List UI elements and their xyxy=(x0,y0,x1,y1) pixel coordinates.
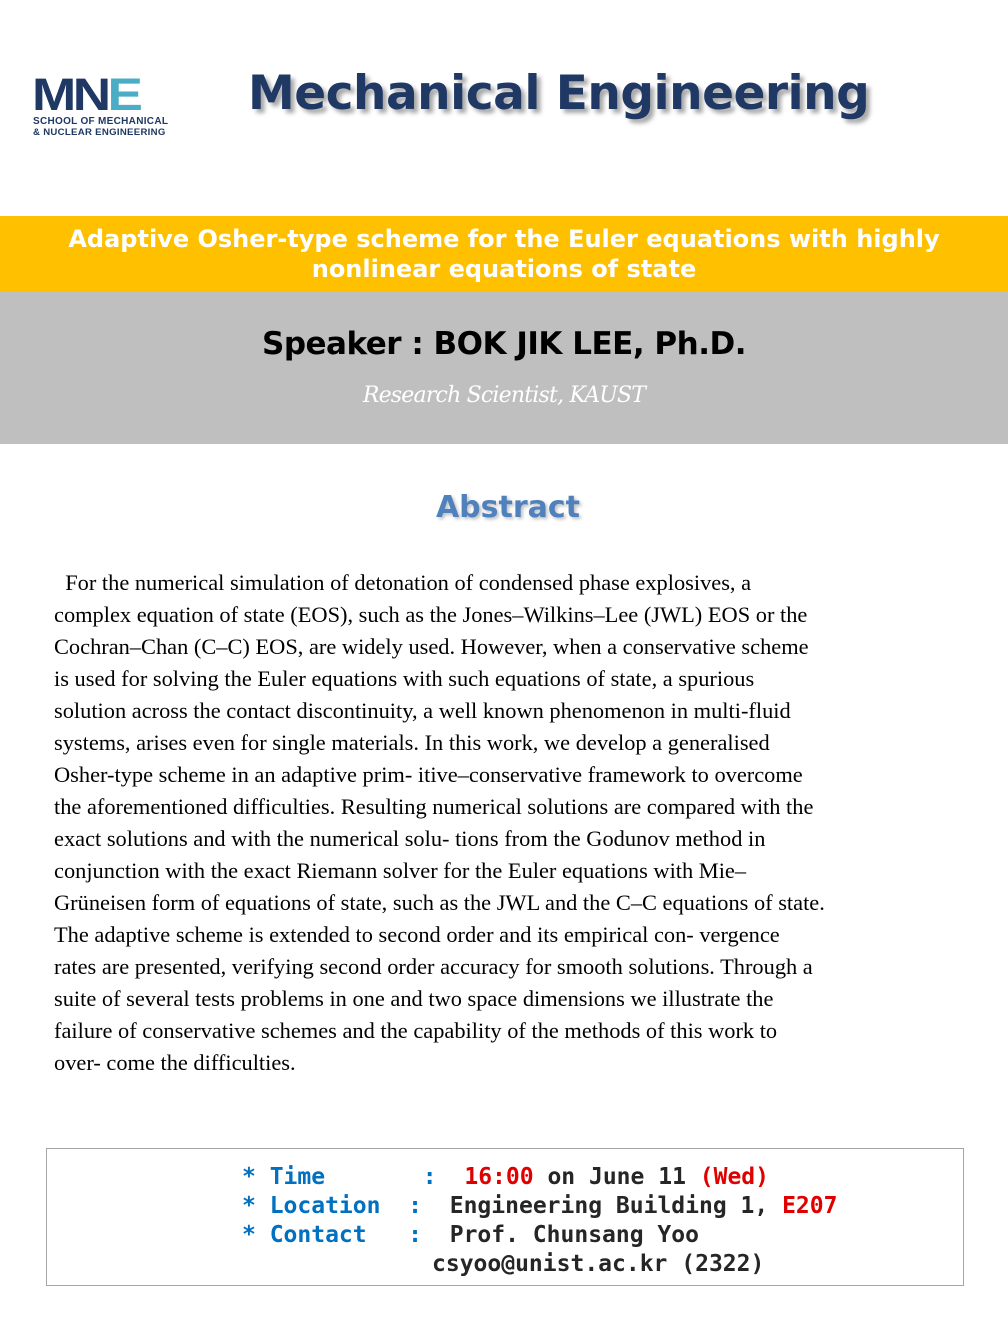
talk-title: Adaptive Osher-type scheme for the Euler equations with highly nonlinear equations of state xyxy=(68,225,940,283)
abstract-line: rates are presented, verifying second order accuracy for smooth solutions. Through a xyxy=(54,954,813,979)
speaker-name: Speaker : BOK JIK LEE, Ph.D. xyxy=(262,326,746,362)
time-label: * Time xyxy=(242,1164,326,1190)
abstract-line: complex equation of state (EOS), such as the Jones–Wilkins–Lee (JWL) EOS or the xyxy=(54,602,808,627)
abstract-line: Grüneisen form of equations of state, such as the JWL and the C–C equations of state. xyxy=(54,890,825,915)
logo-line-1: SCHOOL OF MECHANICAL xyxy=(33,116,169,127)
contact-name: Prof. Chunsang Yoo xyxy=(449,1222,699,1248)
time-row xyxy=(242,1163,769,1192)
contact-row xyxy=(242,1221,699,1250)
abstract-line: The adaptive scheme is extended to second order and its empirical con- vergence xyxy=(54,922,780,947)
speaker-band xyxy=(0,292,1008,444)
contact-separator: : xyxy=(366,1222,450,1248)
location-room: E207 xyxy=(782,1193,838,1219)
abstract-line: exact solutions and with the numerical solu- tions from the Godunov method in xyxy=(54,826,766,851)
talk-title-banner xyxy=(0,216,1008,292)
speaker-affiliation: Research Scientist, KAUST xyxy=(362,383,646,408)
abstract-line: failure of conservative schemes and the capability of the methods of this work to xyxy=(54,1018,778,1043)
time-value: 16:00 xyxy=(464,1164,534,1190)
location-separator: : xyxy=(380,1193,450,1219)
abstract-line: the aforementioned difficulties. Resulting numerical solutions are compared with the xyxy=(54,794,814,819)
location-label: * Location xyxy=(242,1193,381,1219)
location-value: Engineering Building 1, xyxy=(449,1193,783,1219)
time-day: (Wed) xyxy=(699,1164,770,1190)
abstract-line: Osher-type scheme in an adaptive prim- itive–conservative framework to overcome xyxy=(54,762,803,787)
contact-email: csyoo@unist.ac.kr (2322) xyxy=(432,1251,765,1277)
abstract-line: Cochran–Chan (C–C) EOS, are widely used. However, when a conservative scheme xyxy=(54,634,809,659)
abstract-body xyxy=(54,567,978,1079)
abstract-line: conjunction with the exact Riemann solver for the Euler equations with Mie– xyxy=(54,858,747,883)
abstract-line: For the numerical simulation of detonation of condensed phase explosives, a xyxy=(54,570,752,595)
time-separator: : xyxy=(395,1164,465,1190)
time-date: on June 11 xyxy=(533,1164,700,1190)
abstract-line: solution across the contact discontinuity, a well known phenomenon in multi-fluid xyxy=(54,698,791,723)
abstract-line: suite of several tests problems in one and two space dimensions we illustrate the xyxy=(54,986,774,1011)
logo-line-2: & NUCLEAR ENGINEERING xyxy=(33,127,166,138)
location-row xyxy=(242,1192,837,1221)
logo-letters xyxy=(32,69,140,120)
abstract-line: is used for solving the Euler equations with such equations of state, a spurious xyxy=(54,666,755,691)
page-title: Mechanical Engineering xyxy=(248,66,870,121)
abstract-heading: Abstract xyxy=(435,490,581,525)
contact-label: * Contact xyxy=(242,1222,367,1248)
logo-mn: MN xyxy=(32,69,108,120)
logo-e: E xyxy=(107,69,140,120)
abstract-line: systems, arises even for single materials. In this work, we develop a generalised xyxy=(54,730,770,755)
school-logo xyxy=(30,69,192,138)
abstract-line: over- come the difficulties. xyxy=(54,1050,296,1075)
contact-email-row xyxy=(432,1250,764,1279)
